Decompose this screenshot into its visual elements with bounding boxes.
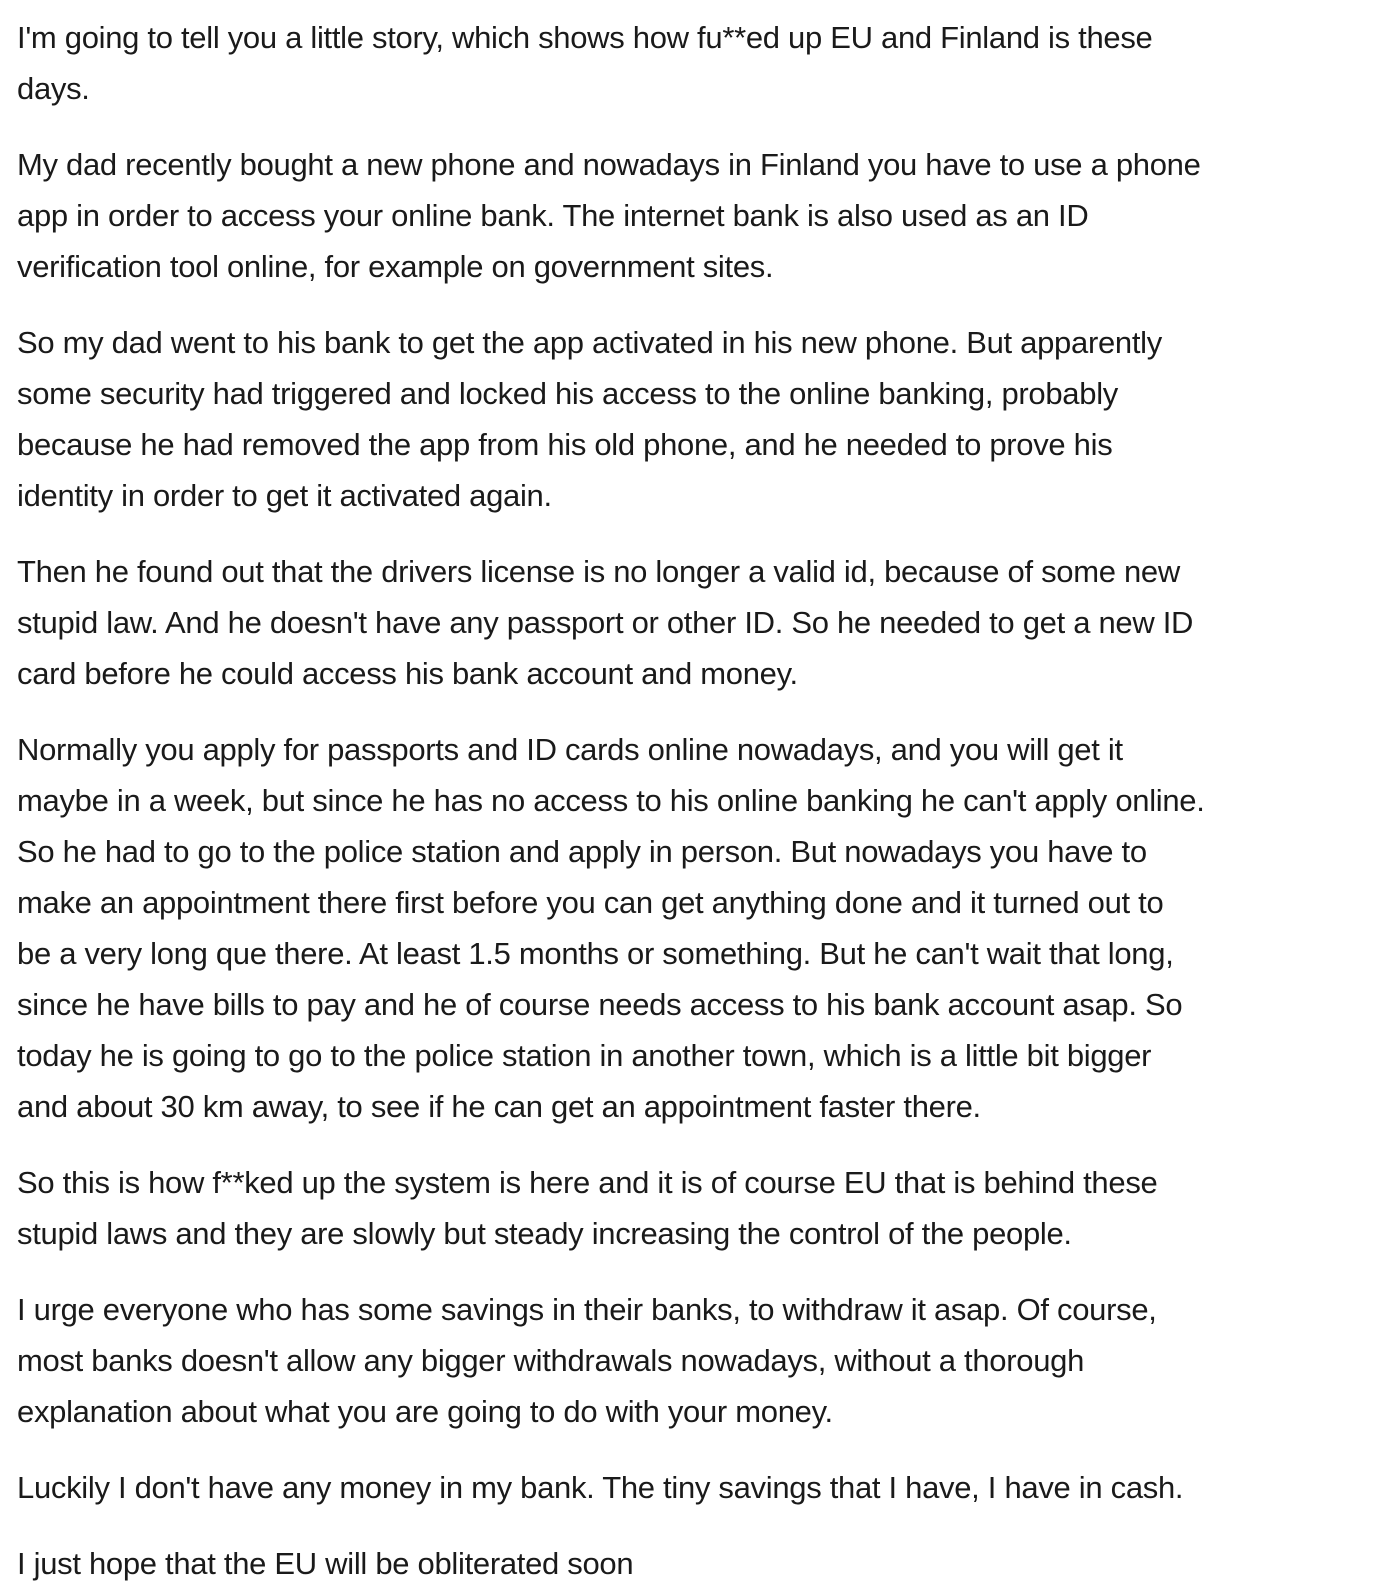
text-line: app in order to access your online bank. The internet bank is also used as an ID xyxy=(17,198,1089,233)
text-line: My dad recently bought a new phone and nowadays in Finland you have to use a phone xyxy=(17,147,1201,182)
text-line: stupid laws and they are slowly but steady increasing the control of the people. xyxy=(17,1216,1072,1251)
paragraph xyxy=(17,724,1364,1132)
paragraph xyxy=(17,1284,1364,1437)
paragraph-list xyxy=(17,12,1364,1589)
text-line: identity in order to get it activated again. xyxy=(17,478,552,513)
text-line: stupid law. And he doesn't have any passport or other ID. So he needed to get a new ID xyxy=(17,605,1194,640)
text-line: So this is how f**ked up the system is here and it is of course EU that is behind these xyxy=(17,1165,1158,1200)
paragraph xyxy=(17,1462,1364,1513)
text-line: maybe in a week, but since he has no access to his online banking he can't apply online. xyxy=(17,783,1205,818)
text-line: Luckily I don't have any money in my bank. The tiny savings that I have, I have in cash. xyxy=(17,1470,1184,1505)
text-line: So he had to go to the police station and apply in person. But nowadays you have to xyxy=(17,834,1147,869)
text-line: So my dad went to his bank to get the app activated in his new phone. But apparently xyxy=(17,325,1162,360)
paragraph xyxy=(17,139,1364,292)
text-line: I'm going to tell you a little story, which shows how fu**ed up EU and Finland is these xyxy=(17,20,1153,55)
paragraph xyxy=(17,1157,1364,1259)
text-line: today he is going to go to the police station in another town, which is a little bit bigger xyxy=(17,1038,1152,1073)
text-line: I urge everyone who has some savings in their banks, to withdraw it asap. Of course, xyxy=(17,1292,1157,1327)
text-line: days. xyxy=(17,71,90,106)
text-line: Then he found out that the drivers license is no longer a valid id, because of some new xyxy=(17,554,1180,589)
text-line: explanation about what you are going to do with your money. xyxy=(17,1394,833,1429)
text-line: since he have bills to pay and he of course needs access to his bank account asap. So xyxy=(17,987,1183,1022)
text-line: and about 30 km away, to see if he can get an appointment faster there. xyxy=(17,1089,981,1124)
text-line: I just hope that the EU will be obliterated soon xyxy=(17,1546,634,1581)
text-line: because he had removed the app from his old phone, and he needed to prove his xyxy=(17,427,1113,462)
text-line: some security had triggered and locked his access to the online banking, probably xyxy=(17,376,1118,411)
text-line: be a very long que there. At least 1.5 months or something. But he can't wait that long, xyxy=(17,936,1174,971)
paragraph xyxy=(17,12,1364,114)
paragraph xyxy=(17,1538,1364,1589)
text-line: make an appointment there first before you can get anything done and it turned out to xyxy=(17,885,1164,920)
paragraph xyxy=(17,317,1364,521)
text-line: card before he could access his bank account and money. xyxy=(17,656,798,691)
paragraph xyxy=(17,546,1364,699)
text-line: most banks doesn't allow any bigger withdrawals nowadays, without a thorough xyxy=(17,1343,1085,1378)
text-line: verification tool online, for example on government sites. xyxy=(17,249,774,284)
text-line: Normally you apply for passports and ID cards online nowadays, and you will get it xyxy=(17,732,1123,767)
